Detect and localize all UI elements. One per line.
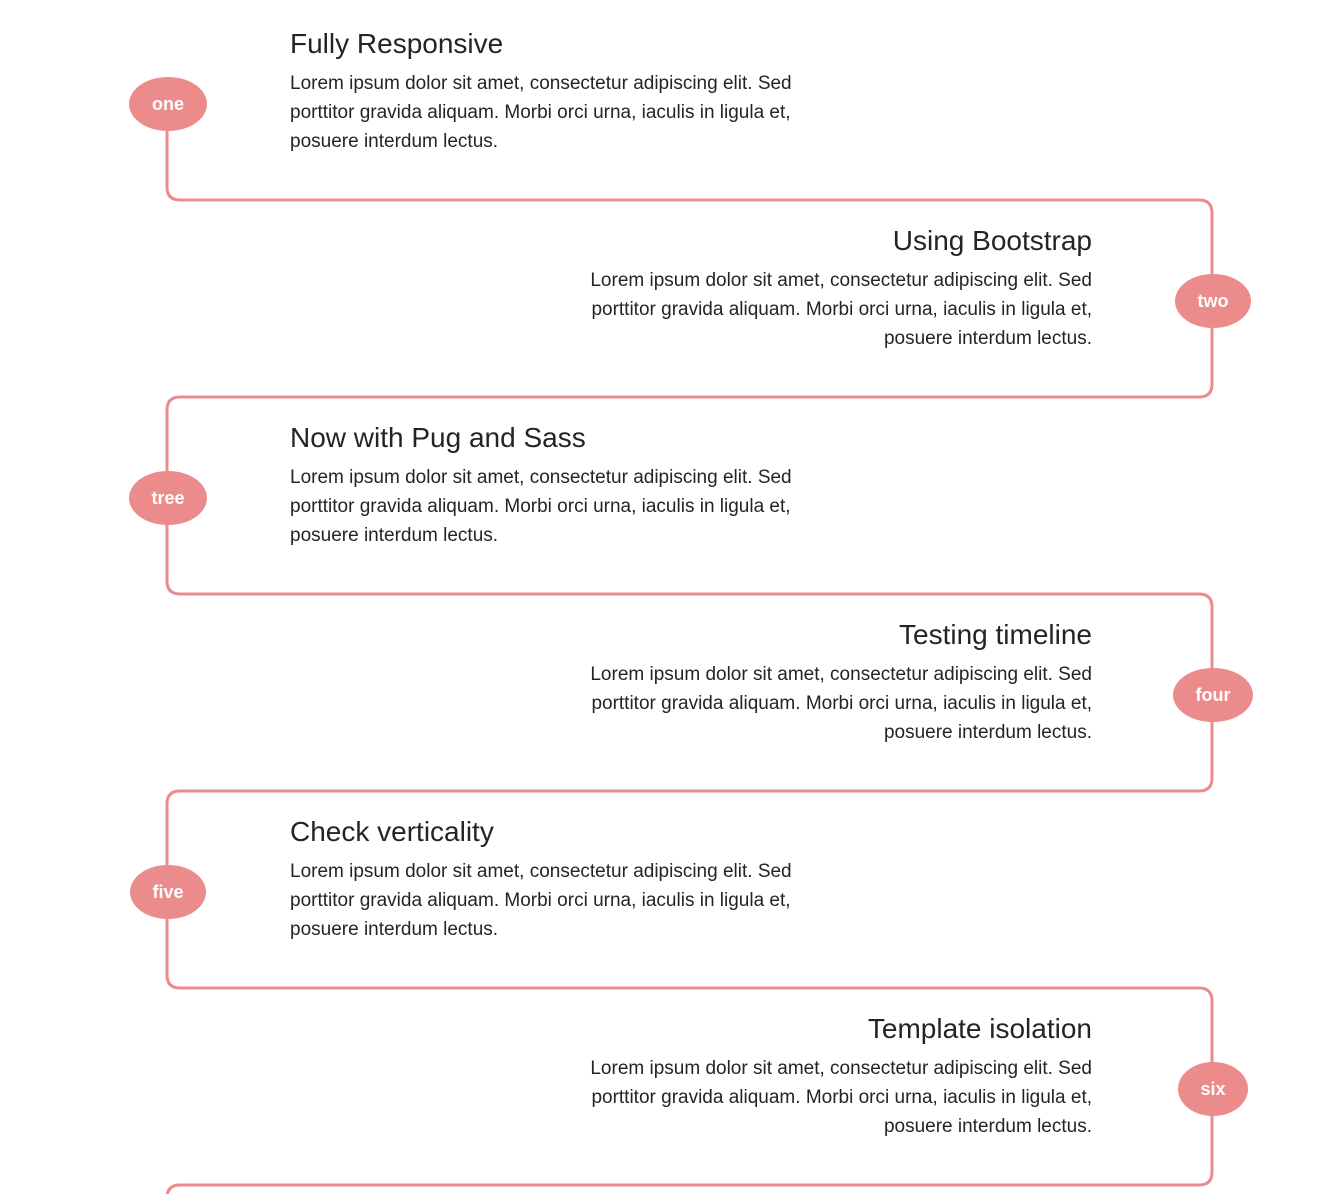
timeline-content [290,816,850,944]
step-badge: six [1178,1062,1248,1116]
timeline-content [532,225,1092,353]
timeline-text: Lorem ipsum dolor sit amet, consectetur adipiscing elit. Sed porttitor gravida aliquam. Morbi orci urna, iaculis in ligula et, posuere interdum lectus. [290,467,792,546]
timeline-item-four [0,591,1319,788]
timeline-title: Testing timeline [899,619,1092,650]
step-badge: four [1173,668,1253,722]
timeline-title: Now with Pug and Sass [290,422,586,453]
step-badge: five [130,865,206,919]
timeline-item-five [0,788,1319,985]
timeline-content [532,619,1092,747]
timeline-content [290,422,850,550]
timeline-text: Lorem ipsum dolor sit amet, consectetur adipiscing elit. Sed porttitor gravida aliquam. Morbi orci urna, iaculis in ligula et, posuere interdum lectus. [590,664,1092,743]
timeline-item-six [0,985,1319,1182]
timeline-content [532,1013,1092,1141]
timeline-text: Lorem ipsum dolor sit amet, consectetur adipiscing elit. Sed porttitor gravida aliquam. Morbi orci urna, iaculis in ligula et, posuere interdum lectus. [590,1058,1092,1137]
timeline-item-tree [0,394,1319,591]
timeline-title: Fully Responsive [290,28,504,59]
timeline-title: Template isolation [867,1013,1092,1044]
timeline-item-one [0,0,1319,197]
timeline-text: Lorem ipsum dolor sit amet, consectetur adipiscing elit. Sed porttitor gravida aliquam. Morbi orci urna, iaculis in ligula et, posuere interdum lectus. [290,861,792,940]
step-badge: two [1175,274,1251,328]
step-badge: one [129,77,207,131]
timeline-title: Using Bootstrap [892,225,1092,256]
timeline-text: Lorem ipsum dolor sit amet, consectetur adipiscing elit. Sed porttitor gravida aliquam. Morbi orci urna, iaculis in ligula et, posuere interdum lectus. [590,270,1092,349]
timeline-text: Lorem ipsum dolor sit amet, consectetur adipiscing elit. Sed porttitor gravida aliquam. Morbi orci urna, iaculis in ligula et, posuere interdum lectus. [290,73,792,152]
step-badge: tree [129,471,207,525]
timeline-title: Check verticality [290,816,494,847]
timeline-item-two [0,197,1319,394]
timeline-content [290,28,850,156]
